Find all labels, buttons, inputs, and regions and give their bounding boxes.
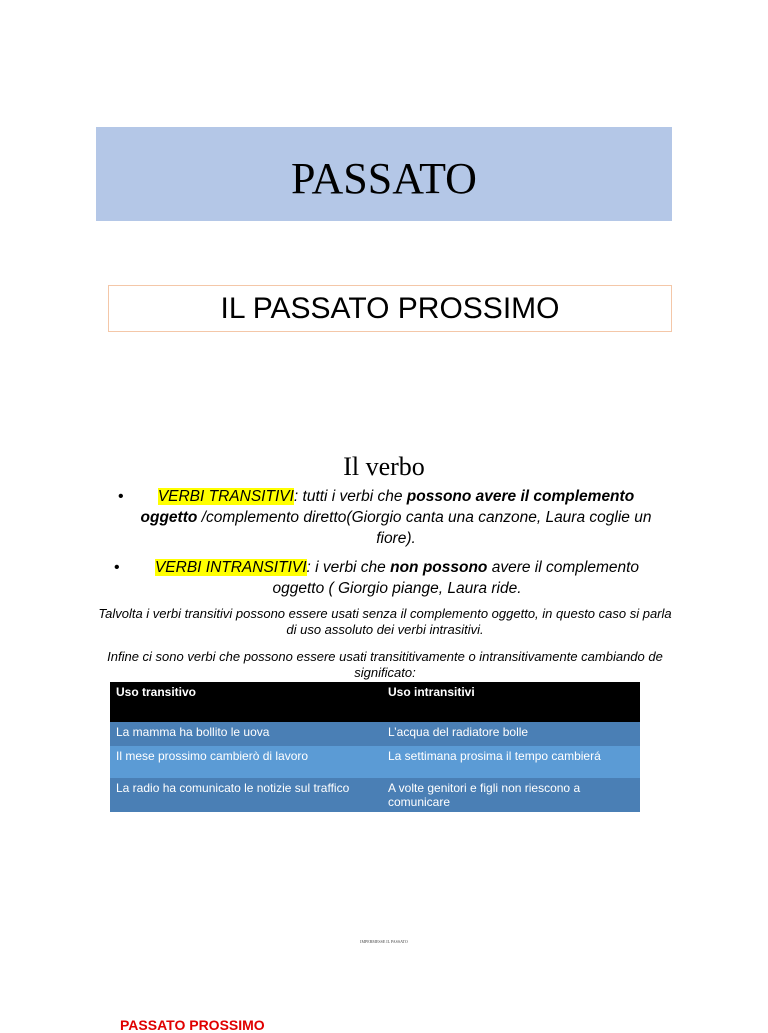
bullet-text: avere il complemento oggetto ( Giorgio piange, Laura ride. — [272, 559, 640, 597]
page-subtitle: IL PASSATO PROSSIMO — [220, 291, 560, 325]
bullet-transitive — [118, 486, 652, 549]
bullet-text: /complemento diretto(Giorgio canta una canzone, Laura coglie un fiore). — [197, 509, 652, 547]
bullet-bold: possono avere il complemento oggetto — [140, 488, 635, 526]
page-footer: IMPERMESSE IL PASSATO — [360, 939, 408, 944]
section-heading: Il verbo — [343, 452, 425, 481]
page-title: PASSATO — [291, 153, 477, 203]
column-header: Uso transitivo — [110, 682, 382, 722]
next-page-heading: PASSATO PROSSIMO — [120, 1017, 265, 1033]
table-cell: La settimana prosima il tempo cambierá — [382, 746, 640, 778]
bullet-dot: • — [114, 559, 120, 576]
highlight-term: VERBI TRANSITIVI — [157, 488, 294, 505]
note-double-use: Infine ci sono verbi che possono essere usati transititivamente o intransitivamente cambiando de significato: — [107, 649, 663, 680]
table-row — [110, 746, 640, 778]
table-cell: La mamma ha bollito le uova — [110, 722, 382, 746]
table-row — [110, 722, 640, 746]
note-absolute-use: Talvolta i verbi transitivi possono essere usati senza il complemento oggetto, in questo caso si parla di uso assoluto dei verbi intrasitivi. — [98, 606, 672, 637]
column-header: Uso intransitivi — [382, 682, 640, 722]
bullet-text: : tutti i verbi che — [293, 488, 407, 505]
table-row — [110, 778, 640, 812]
table-cell: A volte genitori e figli non riescono a comunicare — [382, 778, 640, 812]
table-cell: Il mese prossimo cambierò di lavoro — [110, 746, 382, 778]
table-header-row — [110, 682, 640, 722]
usage-table — [110, 682, 640, 812]
table-cell: La radio ha comunicato le notizie sul traffico — [110, 778, 382, 812]
bullet-dot: • — [118, 488, 124, 505]
bullet-text: : i verbi che — [306, 559, 391, 576]
subtitle-box — [108, 285, 672, 332]
bullet-bold: non possono — [390, 559, 488, 576]
table-cell: L’acqua del radiatore bolle — [382, 722, 640, 746]
title-band — [96, 127, 672, 221]
bullet-intransitive — [114, 557, 658, 599]
highlight-term: VERBI INTRANSITIVI — [154, 559, 307, 576]
